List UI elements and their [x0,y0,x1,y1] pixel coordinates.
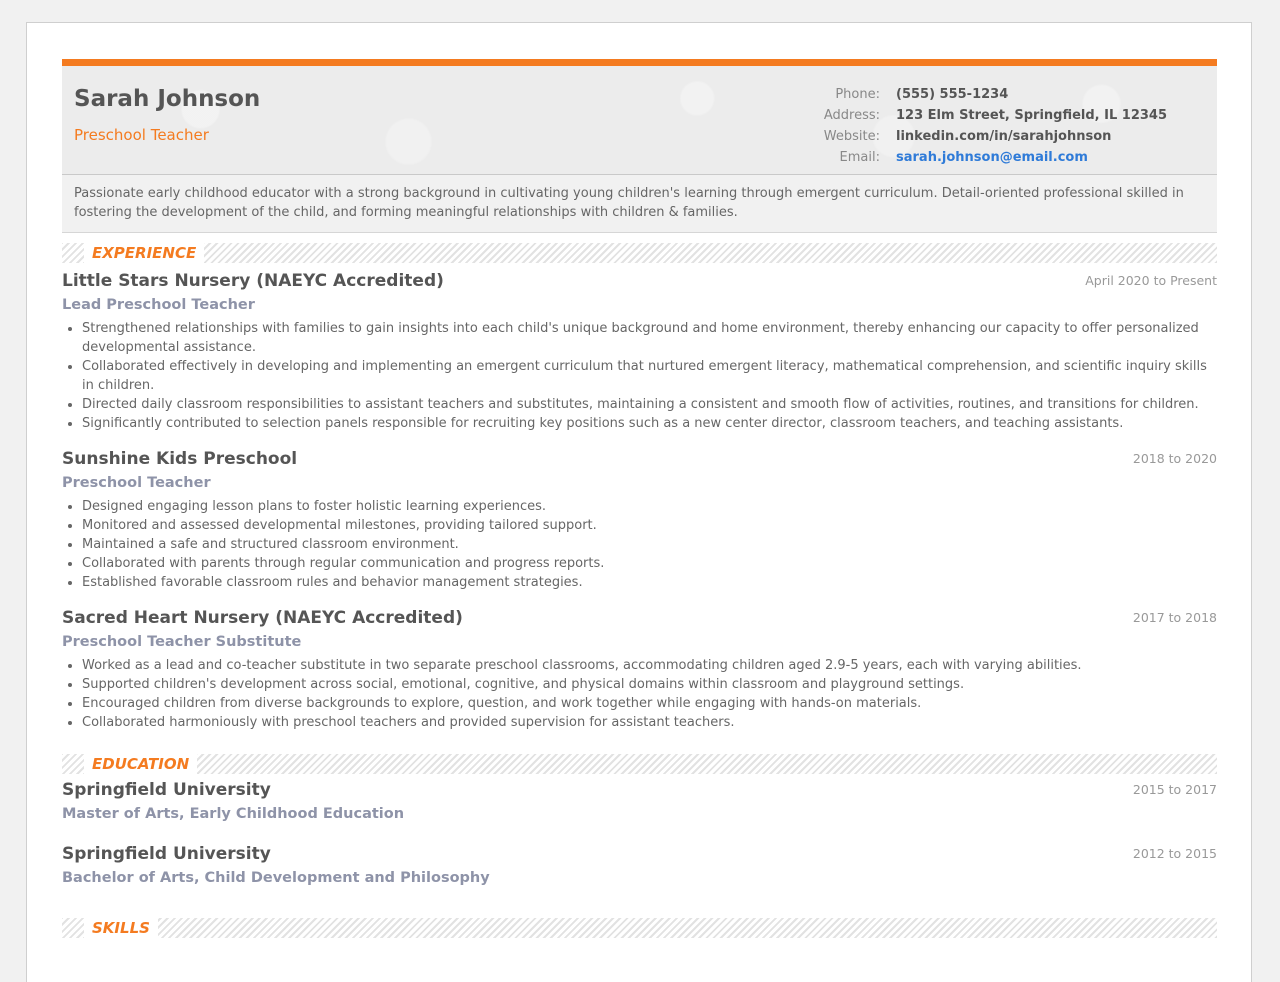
section-title: SKILLS [84,918,158,938]
entry-organization: Sunshine Kids Preschool [62,449,298,469]
resume-page [26,22,1252,982]
summary-text: Passionate early childhood educator with a strong background in cultivating young children's learning through emergent curriculum. Detail-oriented professional skilled in fostering the development of the child, and forming meaningful relationships with children & families. [62,175,1217,233]
resume-sheet [62,59,1217,942]
bullet-item: • Directed daily classroom responsibilities to assistant teachers and substitutes, maintaining a consistent and smooth flow of activities, routines, and transitions for children. [82,395,1217,414]
entry-organization: Little Stars Nursery (NAEYC Accredited) [62,271,444,291]
entry-degree: Bachelor of Arts, Child Development and Philosophy [62,870,490,886]
entry-bullets [62,656,1217,732]
entry-date: 2012 to 2015 [1132,846,1217,861]
entry-bullets [62,319,1217,433]
address-value: 123 Elm Street, Springfield, IL 12345 [896,108,1168,123]
email-link[interactable]: sarah.johnson@email.com [896,150,1088,165]
bullet-item: • Worked as a lead and co-teacher substitute in two separate preschool classrooms, accommodating children aged 2.9-5 years, each with varying abilities. [82,656,1217,675]
bullet-item: • Significantly contributed to selection panels responsible for recruiting key positions such as a new center director, classroom teachers, and teaching assistants. [82,414,1217,433]
contact-label: Phone: [835,87,880,102]
bullet-item: • Strengthened relationships with families to gain insights into each child's unique background and home environment, thereby enhancing our capacity to offer personalized developmental assistance. [82,319,1217,357]
contact-label: Address: [823,108,880,123]
contact-label: Website: [823,129,880,144]
entry-school: Springfield University [62,844,271,864]
bullet-item: • Established favorable classroom rules and behavior management strategies. [82,573,1217,592]
contact-block [802,84,1167,168]
experience-entry [62,606,1217,732]
entry-date: 2017 to 2018 [1132,610,1217,625]
entry-date: 2015 to 2017 [1132,782,1217,797]
entry-date: April 2020 to Present [1085,273,1217,288]
entry-job-title: Preschool Teacher [62,475,211,491]
entry-degree: Master of Arts, Early Childhood Education [62,806,405,822]
experience-entry [62,447,1217,592]
contact-phone [802,84,1167,105]
section-title: EDUCATION [84,754,197,774]
entry-bullets [62,497,1217,592]
section-title: EXPERIENCE [84,243,204,263]
candidate-name: Sarah Johnson [74,86,261,112]
phone-value: (555) 555-1234 [896,87,1009,102]
bullet-item: • Encouraged children from diverse backgrounds to explore, question, and work together while engaging with hands-on materials. [82,694,1217,713]
entry-organization: Sacred Heart Nursery (NAEYC Accredited) [62,608,463,628]
bullet-item: • Collaborated harmoniously with preschool teachers and provided supervision for assistant teachers. [82,713,1217,732]
contact-website [802,126,1167,147]
entry-school: Springfield University [62,780,271,800]
bullet-item: • Monitored and assessed developmental milestones, providing tailored support. [82,516,1217,535]
entry-job-title: Lead Preschool Teacher [62,297,255,313]
entry-date: 2018 to 2020 [1132,451,1217,466]
candidate-role: Preschool Teacher [74,126,209,144]
website-link[interactable]: linkedin.com/in/sarahjohnson [896,129,1112,144]
skills-section-header [62,918,1217,938]
contact-label: Email: [839,150,880,165]
education-section-header [62,754,1217,774]
resume-header [62,66,1217,175]
contact-email [802,147,1167,168]
education-entry [62,842,1217,904]
bullet-item: • Collaborated effectively in developing and implementing an emergent curriculum that nurtured emergent literacy, mathematical comprehension, and scientific inquiry skills in children. [82,357,1217,395]
bullet-item: • Maintained a safe and structured classroom environment. [82,535,1217,554]
education-entry [62,778,1217,840]
experience-section-header [62,243,1217,263]
entry-job-title: Preschool Teacher Substitute [62,634,302,650]
experience-entry [62,269,1217,433]
contact-address [802,105,1167,126]
accent-bar [62,59,1217,66]
bullet-item: • Designed engaging lesson plans to foster holistic learning experiences. [82,497,1217,516]
bullet-item: • Supported children's development across social, emotional, cognitive, and physical domains within classroom and playground settings. [82,675,1217,694]
bullet-item: • Collaborated with parents through regular communication and progress reports. [82,554,1217,573]
